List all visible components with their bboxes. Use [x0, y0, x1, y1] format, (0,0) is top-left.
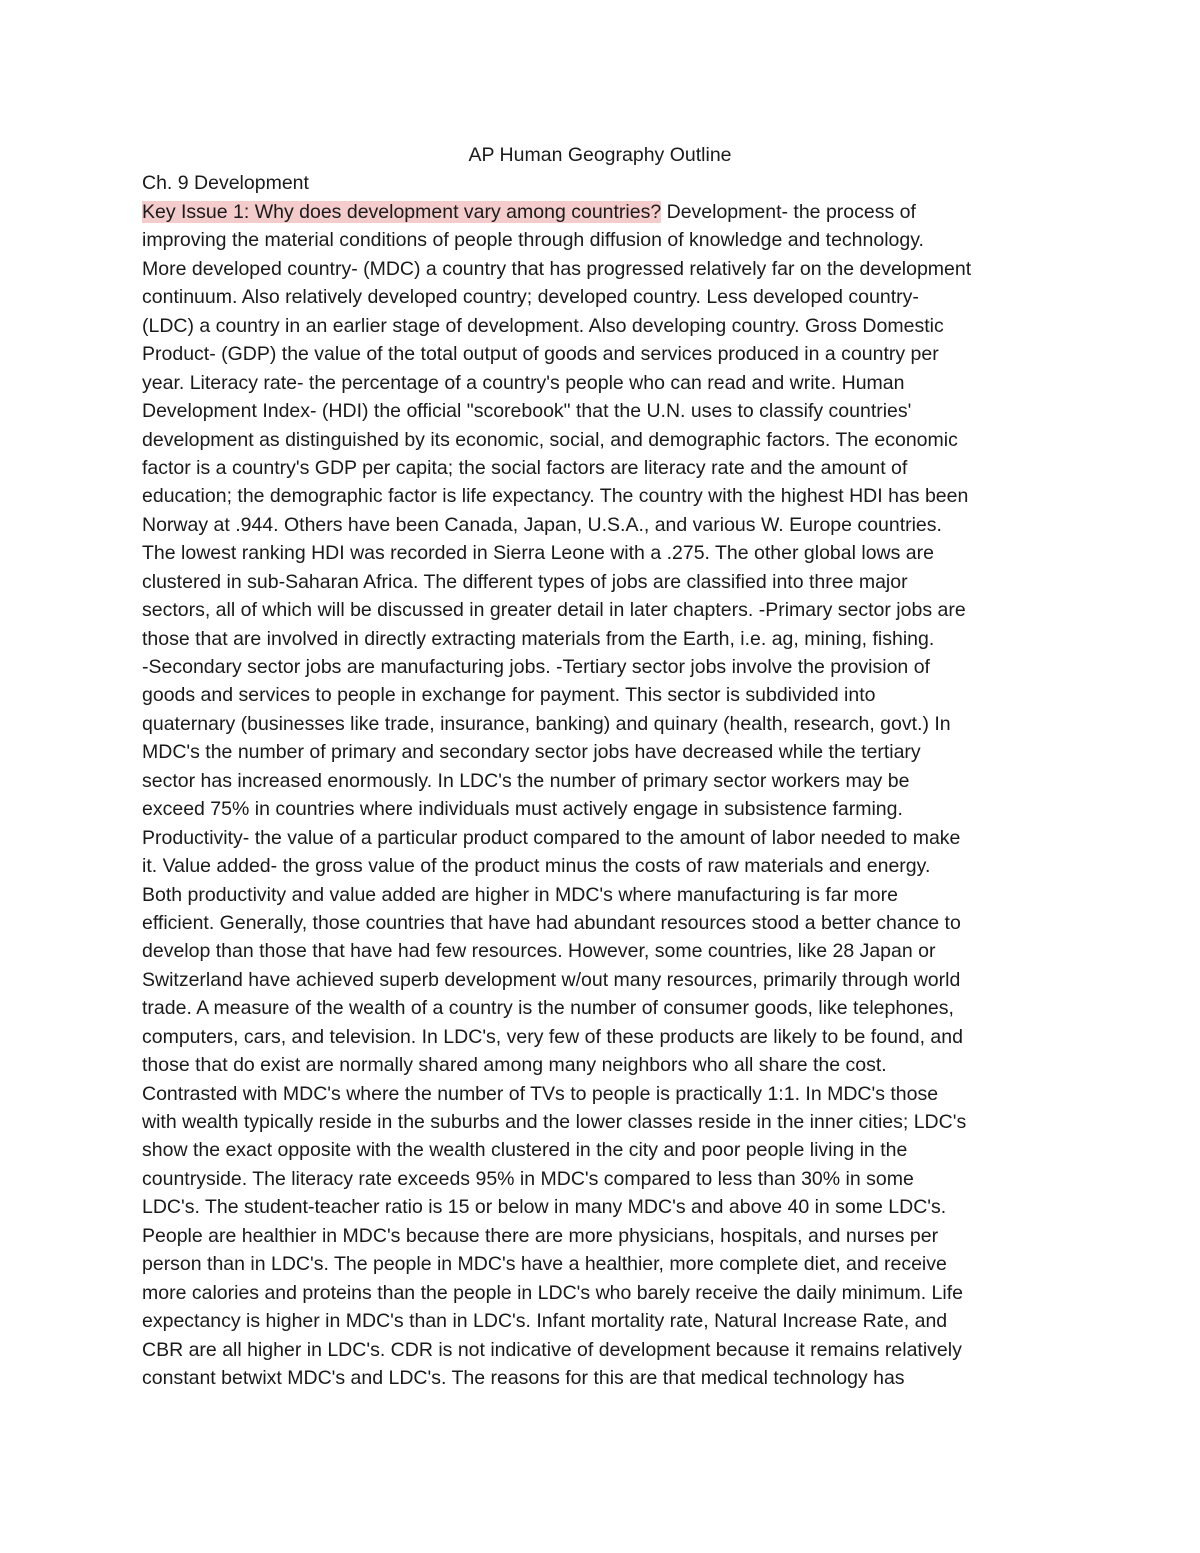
body-line-text: Development- the process of [661, 201, 916, 223]
key-issue-highlight: Key Issue 1: Why does development vary among countries? [142, 201, 662, 223]
body-line: (LDC) a country in an earlier stage of development. Also developing country. Gross Domestic [142, 314, 944, 337]
body-line: education; the demographic factor is life expectancy. The country with the highest HDI has been [142, 485, 969, 508]
body-line: trade. A measure of the wealth of a country is the number of consumer goods, like telephones, [142, 997, 954, 1020]
body-line: improving the material conditions of people through diffusion of knowledge and technology. [142, 229, 924, 252]
body-line: constant betwixt MDC's and LDC's. The reasons for this are that medical technology has [142, 1366, 905, 1389]
body-line: Switzerland have achieved superb development w/out many resources, primarily through world [142, 968, 961, 991]
body-line: expectancy is higher in MDC's than in LDC's. Infant mortality rate, Natural Increase Rate, and [142, 1310, 948, 1333]
document-body [142, 198, 1102, 1392]
body-line: computers, cars, and television. In LDC's, very few of these products are likely to be found, and [142, 1025, 963, 1048]
body-line: Product- (GDP) the value of the total output of goods and services produced in a country per [142, 343, 939, 366]
body-line [142, 198, 1102, 226]
body-line: year. Literacy rate- the percentage of a country's people who can read and write. Human [142, 371, 905, 394]
body-line: quaternary (businesses like trade, insurance, banking) and quinary (health, research, govt.) In [142, 712, 951, 735]
body-line: those that do exist are normally shared among many neighbors who all share the cost. [142, 1054, 887, 1077]
body-line: exceed 75% in countries where individuals must actively engage in subsistence farming. [142, 798, 903, 821]
body-line: More developed country- (MDC) a country that has progressed relatively far on the development [142, 257, 972, 280]
body-line: -Secondary sector jobs are manufacturing jobs. -Tertiary sector jobs involve the provision of [142, 656, 930, 678]
body-line: it. Value added- the gross value of the product minus the costs of raw materials and energy. [142, 855, 931, 878]
body-line: Both productivity and value added are higher in MDC's where manufacturing is far more [142, 883, 898, 906]
body-line: clustered in sub-Saharan Africa. The different types of jobs are classified into three major [142, 570, 908, 593]
body-line: Contrasted with MDC's where the number of TVs to people is practically 1:1. In MDC's those [142, 1082, 939, 1105]
body-line: LDC's. The student-teacher ratio is 15 or below in many MDC's and above 40 in some LDC's. [142, 1196, 947, 1219]
document-title: AP Human Geography Outline [468, 144, 732, 166]
body-line: Productivity- the value of a particular product compared to the amount of labor needed to make [142, 826, 961, 849]
body-line: develop than those that have had few resources. However, some countries, like 28 Japan or [142, 940, 936, 963]
body-line: The lowest ranking HDI was recorded in Sierra Leone with a .275. The other global lows are [142, 542, 934, 565]
body-line: CBR are all higher in LDC's. CDR is not indicative of development because it remains relatively [142, 1338, 962, 1361]
body-line: efficient. Generally, those countries that have had abundant resources stood a better chance to [142, 911, 961, 934]
body-line: Development Index- (HDI) the official "scorebook" that the U.N. uses to classify countries' [142, 400, 912, 423]
body-line: sector has increased enormously. In LDC's the number of primary sector workers may be [142, 769, 910, 792]
body-line: countryside. The literacy rate exceeds 95% in MDC's compared to less than 30% in some [142, 1167, 914, 1190]
body-line: development as distinguished by its economic, social, and demographic factors. The economic [142, 428, 958, 451]
body-line: more calories and proteins than the people in LDC's who barely receive the daily minimum. Life [142, 1281, 963, 1304]
body-line: those that are involved in directly extracting materials from the Earth, i.e. ag, mining, fishing. [142, 627, 935, 650]
chapter-heading: Ch. 9 Development [142, 172, 309, 194]
body-line: factor is a country's GDP per capita; the social factors are literacy rate and the amount of [142, 456, 908, 479]
body-line: person than in LDC's. The people in MDC's have a healthier, more complete diet, and receive [142, 1253, 947, 1276]
body-line: with wealth typically reside in the suburbs and the lower classes reside in the inner cities; LDC's [142, 1111, 967, 1133]
body-line: People are healthier in MDC's because there are more physicians, hospitals, and nurses per [142, 1224, 939, 1247]
body-line: goods and services to people in exchange for payment. This sector is subdivided into [142, 684, 876, 707]
body-line: continuum. Also relatively developed country; developed country. Less developed country- [142, 286, 919, 309]
body-line: show the exact opposite with the wealth clustered in the city and poor people living in the [142, 1139, 908, 1162]
body-line: sectors, all of which will be discussed in greater detail in later chapters. -Primary sector jobs are [142, 599, 966, 622]
body-line: MDC's the number of primary and secondary sector jobs have decreased while the tertiary [142, 741, 921, 764]
body-line: Norway at .944. Others have been Canada, Japan, U.S.A., and various W. Europe countries. [142, 513, 942, 536]
